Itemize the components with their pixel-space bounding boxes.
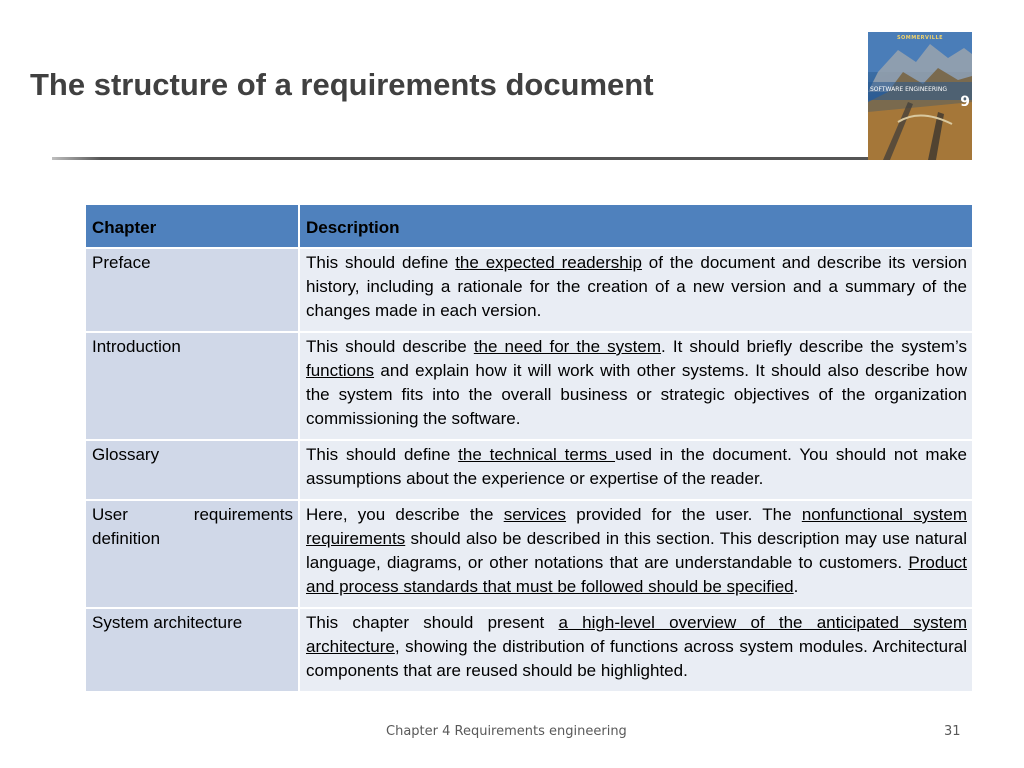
column-header-description: Description [299, 205, 972, 248]
chapter-cell: Preface [86, 248, 299, 332]
description-text: This should define [306, 253, 456, 272]
table-header-row [86, 205, 972, 248]
description-text: should also be described in this section. This description may use natural language, diagrams, or other notations that are understandable to customers. [306, 529, 967, 572]
description-text: This chapter should present [306, 613, 559, 632]
book-edition: 9 [960, 94, 970, 110]
description-text: . [793, 577, 799, 596]
description-text: This should define [306, 445, 459, 464]
description-cell [299, 248, 972, 332]
description-text: and explain how it will work with other systems. It should also describe how the system fits into the overall business or strategic objectives of the organization commissioning the software. [306, 361, 967, 428]
table-row [86, 500, 972, 608]
underlined-phrase: Product and process standards that must be followed should be specified [306, 553, 967, 596]
underlined-phrase: the technical terms [458, 445, 616, 464]
book-cover-art-icon [868, 32, 972, 160]
table-row [86, 440, 972, 500]
chapter-cell: Introduction [86, 332, 299, 440]
description-text: . It should briefly describe the system’s [661, 337, 968, 356]
chapter-cell: Glossary [86, 440, 299, 500]
table-row [86, 332, 972, 440]
page-number: 31 [944, 724, 961, 739]
description-cell [299, 332, 972, 440]
description-text: of the document and describe its version history, including a rationale for the creation of a new version and a summary of the changes made in each version. [306, 253, 968, 320]
description-cell [299, 500, 972, 608]
description-text: provided for the user. The [566, 505, 802, 524]
chapter-cell: User requirements definition [86, 500, 299, 608]
description-text: used in the document. You should not make assumptions about the experience or expertise of the reader. [306, 445, 967, 488]
underlined-phrase: a high-level overview of the anticipated system architecture [306, 613, 967, 656]
underlined-phrase: the need for the system [473, 337, 662, 356]
description-text: Here, you describe the [306, 505, 504, 524]
title-divider [52, 157, 872, 160]
description-text: , showing the distribution of functions across system modules. Architectural components that are reused should be highlighted. [306, 637, 967, 680]
description-text: This should describe [306, 337, 474, 356]
book-author: SOMMERVILLE [896, 35, 944, 41]
underlined-phrase: services [503, 505, 567, 524]
slide-footer: Chapter 4 Requirements engineering [386, 724, 627, 739]
table-row [86, 608, 972, 692]
table-row [86, 248, 972, 332]
underlined-phrase: the expected readership [455, 253, 642, 272]
underlined-phrase: functions [306, 361, 375, 380]
column-header-chapter: Chapter [86, 205, 299, 248]
requirements-structure-table [86, 205, 972, 693]
book-title: SOFTWARE ENGINEERING [870, 86, 947, 93]
description-cell [299, 608, 972, 692]
slide-title: The structure of a requirements document [30, 67, 654, 102]
description-cell [299, 440, 972, 500]
book-cover-image [868, 32, 972, 160]
chapter-cell: System architecture [86, 608, 299, 692]
underlined-phrase: nonfunctional system requirements [306, 505, 967, 548]
